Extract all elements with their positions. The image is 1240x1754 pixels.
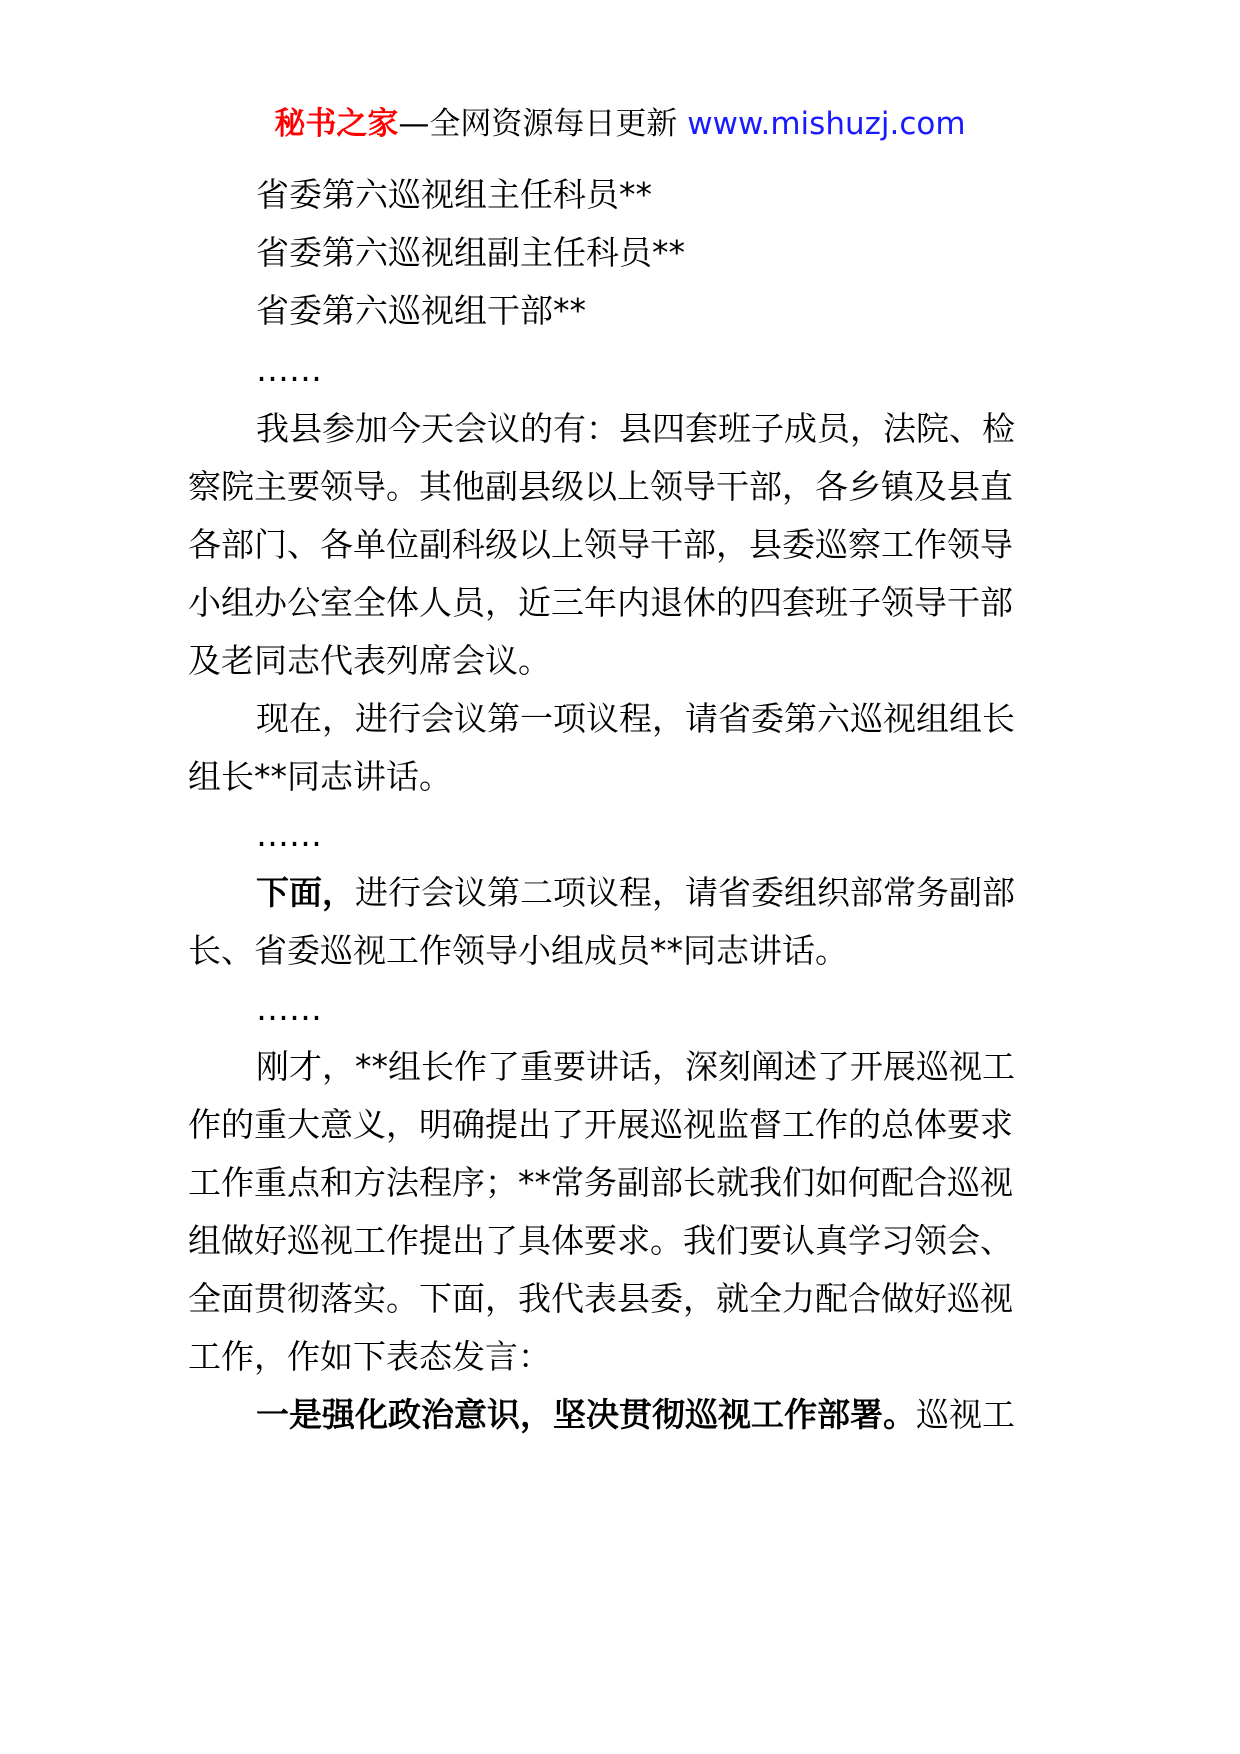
paragraph-line: 组做好巡视工作提出了具体要求。我们要认真学习领会、 — [188, 1221, 1013, 1260]
line-text: 进行会议第二项议程，请省委组织部常务副部 — [355, 873, 1015, 912]
paragraph-line: 工作重点和方法程序；**常务副部长就我们如何配合巡视 — [188, 1163, 1013, 1202]
line-text: 巡视工 — [916, 1395, 1015, 1434]
paragraph-line: 我县参加今天会议的有：县四套班子成员，法院、检 — [256, 409, 1015, 448]
paragraph-agenda-2 — [188, 864, 1064, 980]
paragraph-line: 作的重大意义，明确提出了开展巡视监督工作的总体要求 — [188, 1105, 1013, 1144]
paragraph-line: 工作，作如下表态发言： — [188, 1337, 551, 1376]
site-url-link[interactable]: www.mishuzj.com — [687, 106, 966, 142]
paragraph-line: 小组办公室全体人员，近三年内退休的四套班子领导干部 — [188, 583, 1013, 622]
attendee-line: 省委第六巡视组干部** — [256, 291, 586, 330]
attendee-line: 省委第六巡视组副主任科员** — [256, 233, 685, 272]
paragraph-attendees — [188, 400, 1064, 690]
ellipsis: …… — [256, 989, 322, 1028]
paragraph-point-one — [188, 1386, 1064, 1444]
paragraph-line: 现在，进行会议第一项议程，请省委第六巡视组组长 — [256, 699, 1015, 738]
paragraph-line — [188, 864, 1064, 922]
paragraph-line: 长、省委巡视工作领导小组成员**同志讲话。 — [188, 931, 848, 970]
paragraph-line: 及老同志代表列席会议。 — [188, 641, 551, 680]
attendee-line: 省委第六巡视组主任科员** — [256, 175, 652, 214]
paragraph-agenda-1 — [188, 690, 1064, 806]
ellipsis: …… — [256, 815, 322, 854]
paragraph-line: 全面贯彻落实。下面，我代表县委，就全力配合做好巡视 — [188, 1279, 1013, 1318]
paragraph-remarks — [188, 1038, 1064, 1386]
site-header — [0, 100, 1240, 148]
bold-heading: 一是强化政治意识，坚决贯彻巡视工作部署。 — [256, 1395, 916, 1434]
paragraph-line: 各部门、各单位副科级以上领导干部，县委巡察工作领导 — [188, 525, 1013, 564]
paragraph-line: 刚才，**组长作了重要讲话，深刻阐述了开展巡视工 — [256, 1047, 1015, 1086]
paragraph-line: 察院主要领导。其他副县级以上领导干部，各乡镇及县直 — [188, 467, 1013, 506]
paragraph-line: 组长**同志讲话。 — [188, 757, 452, 796]
header-tagline: —全网资源每日更新 — [398, 106, 688, 142]
brand-name: 秘书之家 — [274, 106, 399, 142]
paragraph-line — [188, 1386, 1064, 1444]
document-body — [188, 166, 1064, 1444]
ellipsis: …… — [256, 350, 322, 389]
bold-lead: 下面， — [256, 873, 355, 912]
